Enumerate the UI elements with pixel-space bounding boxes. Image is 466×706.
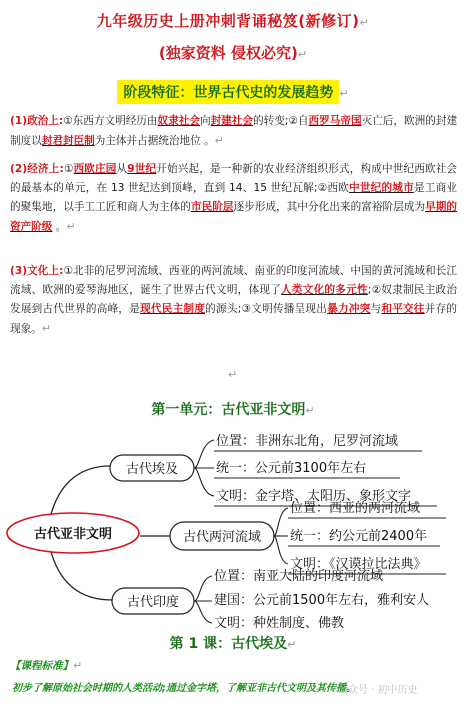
text: 逐步形成，其中分化出来的富裕阶层成为 [233,201,426,213]
text: 开始兴起，是一种新的农业经济组织形式，构成中世纪西欧社会的最基本的单元，在 13 世纪达到顶峰，直到 14、15 世纪瓦解;②西欧 [10,163,458,194]
culture-paragraph [10,262,457,339]
stage-highlight: 阶段特征：世界古代史的发展趋势 [117,80,339,104]
text: ① [63,163,74,175]
keyword: 9世纪 [127,163,157,175]
fact-item: 位置：西亚的两河流域 [290,501,421,516]
text: 是工商业的聚集地，以手工工匠和商人为主体的 [10,182,458,213]
paragraph-mark: ↵ [214,134,224,147]
economy-paragraph [10,160,457,237]
text: 向 [199,115,211,127]
keyword: 西罗马帝国 [308,115,362,127]
stage-heading [0,80,466,104]
keyword: 封建社会 [210,115,254,127]
standard-text: 初步了解原始社会时期的人类活动;通过金字塔，了解亚非古代文明及其传播。 [12,683,356,694]
text: ①北非的尼罗河流域、西亚的两河流域、南亚的印度河流域、中国的黄河流域和长江流域、欧洲的爱琴海地区，诞生了世界古代文明，体现了 [10,265,457,296]
connector [194,576,212,601]
culture-lead: (3)文化上: [10,265,64,277]
keyword: 暴力冲突 [327,303,371,315]
standard-label: 【课程标准】↵ [10,659,83,672]
paragraph-mark: ↵ [305,404,315,417]
keyword: 人类文化的多元性 [281,284,368,296]
paragraph-mark: ↵ [339,87,349,100]
paragraph-mark: ↵ [228,368,238,381]
unit-title: 第一单元：古代亚非文明↵ [151,402,315,418]
keyword: 中世纪的城市 [349,182,414,194]
lesson-title: 第 1 课：古代埃及↵ [169,636,297,652]
keyword: 市民阶层 [190,201,234,213]
text: 的转变;②自 [253,115,309,127]
branch-label: 古代两河流域 [182,530,262,545]
connector [194,440,214,468]
politics-lead: (1)政治上: [10,115,64,127]
keyword: 封君封臣制 [41,135,95,147]
doc-title: 九年级历史上册冲刺背诵秘笈(新修订)↵ [96,12,370,30]
branch-label: 古代印度 [126,595,180,610]
keyword: 现代民主制度 [140,303,206,315]
text: 的源头;③文明传播呈现出 [205,303,328,315]
keyword: 和平交往 [381,303,425,315]
paragraph-mark: ↵ [66,220,76,233]
fact-item: 文明：金字塔、太阳历、象形文字 [216,489,412,504]
text: 为主体并占据统治地位 。 [94,135,215,147]
text: 。 [52,221,67,233]
fact-item: 位置：南亚大陆的印度河流域 [214,569,384,584]
center-label: 古代亚非文明 [33,527,113,542]
branch-label: 古代埃及 [125,462,179,477]
text: ①东西方文明经历由 [63,115,158,127]
politics-paragraph [10,112,457,151]
paragraph-mark: ↵ [297,48,308,61]
fact-item: 文明：《汉谟拉比法典》 [290,557,427,572]
doc-subtitle: (独家资料 侵权必究)↵ [158,44,308,62]
text: 与 [370,303,382,315]
connector [274,536,288,564]
text: 并存的现象。 [10,303,458,335]
fact-item: 建国：公元前1500年左右，雅利安人 [214,593,430,608]
connector [194,601,212,623]
watermark: 公众号 · 初中历史 [338,685,418,696]
text: ;②奴隶制民主政治发展到古代世界的高峰，是 [10,284,457,315]
fact-item: 统一：约公元前2400年 [290,529,428,544]
text: 灭亡后，欧洲的封建制度以 [10,115,458,147]
connector [194,468,214,496]
paragraph-mark: ↵ [41,322,51,335]
paragraph-mark: ↵ [359,16,370,29]
mind-map [0,418,466,630]
connector [50,548,112,600]
economy-lead: (2)经济上: [10,163,64,175]
keyword: 奴隶社会 [157,115,200,127]
fact-item: 位置：非洲东北角，尼罗河流域 [216,434,399,449]
fact-item: 统一：公元前3100年左右 [216,461,367,476]
connector [274,508,288,536]
connector [50,466,110,518]
paragraph-mark: ↵ [73,659,83,672]
text: 从 [116,163,128,175]
keyword: 早期的资产阶级 [10,201,458,233]
fact-item: 文明：种姓制度、佛教 [214,616,345,630]
paragraph-mark: ↵ [287,638,297,651]
keyword: 西欧庄园 [73,163,117,175]
